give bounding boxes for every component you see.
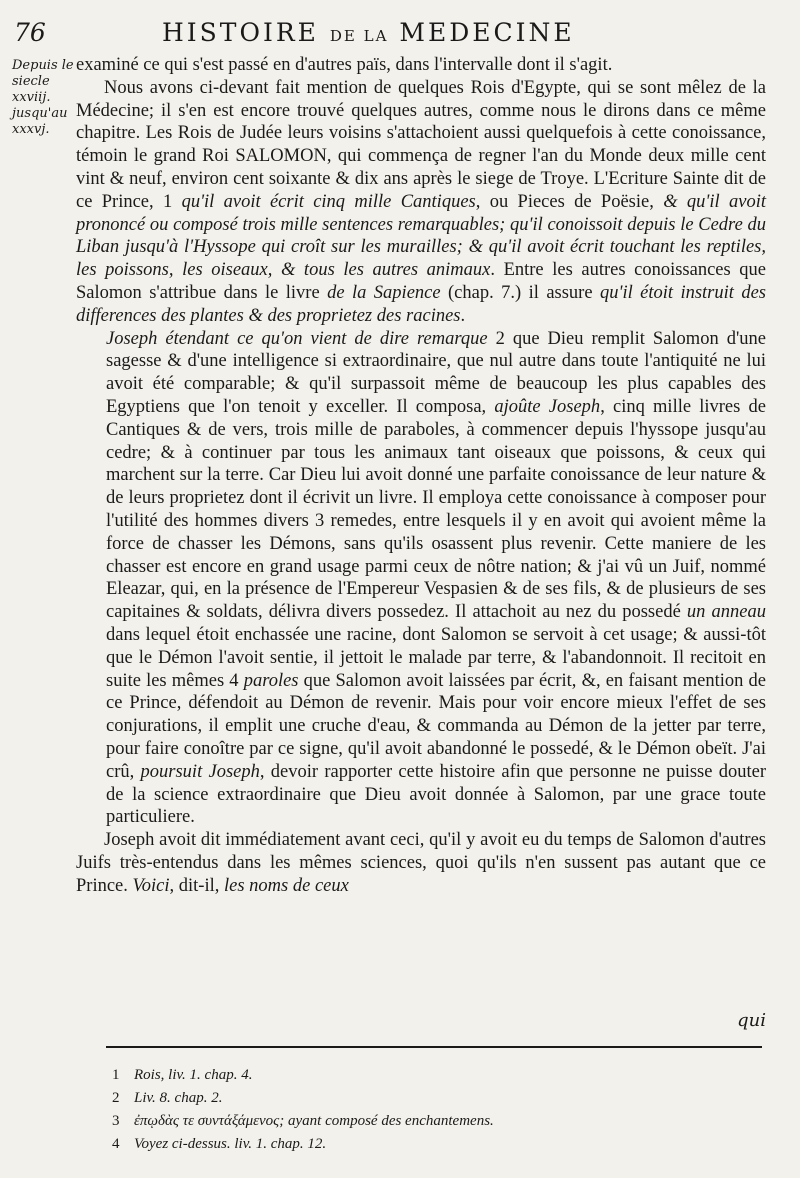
p2-text-e: .: [460, 305, 466, 326]
p4-text-a: Joseph avoit dit immédiatement avant ceci, qu'il y avoit eu du temps de Salomon d'autres Juifs très-entendus dans les mêmes sciences, quoi qu'ils n'en sussent pas autant que ce Prince.: [76, 830, 766, 896]
p3-paroles: paroles: [243, 670, 299, 691]
p2-text-d: (chap. 7.) il assure: [440, 282, 600, 303]
page-number: 76: [14, 18, 46, 47]
p3-text-d: que Salomon avoit laissées par écrit, &, en faisant mention de ce Prince, défendoit au Démon de revenir. Mais pour voir encore mieux l'effet de ses conjurations, il emplit une cruche d'eau, & commanda au Démon de la jetter par terre, pour faire conoître par ce signe, qu'il avoit abandonné le possedé, & le Démon obeït. J'ai crû,: [106, 670, 766, 782]
margin-note: Depuis le siecle xxviij. jusqu'au xxxvj.: [12, 58, 74, 137]
footnote-number: 2: [112, 1090, 120, 1106]
footnote-text: ἐπῳδὰς τε συντάξάμενος; ayant composé des enchantemens.: [134, 1113, 494, 1129]
footnote-number: 4: [112, 1136, 120, 1152]
p3-text-c: dans lequel étoit enchassée une racine, dont Salomon se servoit à cet usage; & aussi-tôt que le Démon l'avoit sentie, il jettoit le malade par terre, & l'abandonnoit. Il recitoit en suite les mêmes 4: [106, 624, 766, 691]
p2-quote-b: & qu'il avoit prononcé ou composé trois mille sentences remarquables; qu'il conoissoit depuis le Cedre du Liban jusqu'à l'Hyssope qui croît sur les murailles; & qu'il avoit écrit touchant les reptiles, les poissons, les oiseaux, & tous les autres animaux: [76, 191, 766, 281]
footnote-number: 1: [112, 1067, 120, 1083]
footnote: [112, 1133, 712, 1156]
p3-text-b: , cinq mille livres de Cantiques & de vers, trois mille de paraboles, à commencer depuis l'hyssope jusqu'au cedre; & à continuer par tous les animaux tant oiseaux que poissons, & ceux qui marchent sur la terre. Car Dieu lui avoit donné une parfaite conoissance de leur nature & de leurs proprietez dont il écrivit un livre. Il employa cette conoissance à composer pour l'utilité des hommes divers 3 remedes, entre lesquels il y en avoit qui avoient même la force de chasser les Démons, sans qu'ils osassent plus revenir. Cette maniere de les chasser est encore en grand usage parmi ceux de nôtre nation; & j'ai vû un Juif, nommé Eleazar, qui, en la présence de l'Empereur Vespasien & de ses fils, & de plusieurs de ses capitaines & soldats, délivra divers possedez. Il attachoit au nez du possedé: [106, 396, 766, 623]
p3-text-e: , devoir rapporter cette histoire afin que personne ne puisse douter de la science extraordinaire que Dieu avoit donnée à Salomon, par une grace toute particuliere.: [106, 761, 766, 828]
running-title: [162, 18, 575, 47]
footnote: [112, 1064, 712, 1087]
footnote: [112, 1087, 712, 1110]
p4-voici: Voici: [132, 875, 170, 896]
paragraph-4: [76, 829, 766, 897]
footnote-number: 3: [112, 1113, 120, 1129]
p2-quote-a: qu'il avoit écrit cinq mille Cantiques: [181, 191, 476, 212]
paragraph-3-quotation: [76, 328, 766, 830]
paragraph-1: examiné ce qui s'est passé en d'autres païs, dans l'intervalle dont il s'agit.: [76, 55, 613, 75]
p4-quote: les noms de ceux: [224, 875, 349, 896]
footnotes: [112, 1064, 712, 1156]
running-title-b: DE LA: [329, 27, 389, 45]
main-text: [76, 54, 766, 897]
paragraph-2: [76, 77, 766, 328]
footnote-text: Rois, liv. 1. chap. 4.: [134, 1067, 253, 1083]
catchword: qui: [737, 1010, 766, 1031]
p3-anneau: un anneau: [686, 602, 766, 623]
p3-aside-a: ajoûte Joseph: [494, 396, 601, 417]
p3-text-a: 2 que Dieu remplit Salomon d'une sagesse & d'une intelligence si extraordinaire, que nul autre dans toute l'antiquité ne lui avoit été comparable; & qu'il surpassoit même de beaucoup les plus capables des Egyptiens que l'on tenoit y exceller. Il composa,: [106, 328, 766, 417]
p2-text-b: , ou Pieces de Poësie,: [475, 191, 664, 212]
footnote: [112, 1110, 712, 1133]
p2-text-c: . Entre les autres conoissances que Salomon s'attribue dans le livre: [76, 260, 766, 303]
page-header: [14, 18, 784, 52]
p4-text-b: , dit-il,: [169, 875, 224, 896]
p3-aside-b: poursuit Joseph: [140, 761, 260, 782]
p2-text-a: Nous avons ci-devant fait mention de quelques Rois d'Egypte, qui se sont mêlez de la Médecine; il s'en est encore trouvé quelques autres, comme nous le dirons dans ce même chapitre. Les Rois de Judée leurs voisins s'attachoient aussi quelquefois à cette conoissance, témoin le grand Roi SALOMON, qui commença de regner l'an du Monde deux mille cent vint & neuf, environ cent soixante & dix ans après le siege de Troye. L'Ecriture Sainte dit de ce Prince, 1: [76, 77, 766, 212]
footnote-divider: [106, 1046, 762, 1048]
p2-quote-c: qu'il étoit instruit des differences des plantes & des proprietez des racines: [76, 282, 766, 326]
p3-intro: Joseph étendant ce qu'on vient de dire remarque: [106, 328, 488, 349]
running-title-a: HISTOIRE: [162, 18, 319, 47]
running-title-c: MEDECINE: [399, 18, 575, 47]
footnote-text: Voyez ci-dessus. liv. 1. chap. 12.: [134, 1136, 327, 1152]
p2-book-title: de la Sapience: [327, 282, 441, 303]
footnote-text: Liv. 8. chap. 2.: [134, 1090, 223, 1106]
